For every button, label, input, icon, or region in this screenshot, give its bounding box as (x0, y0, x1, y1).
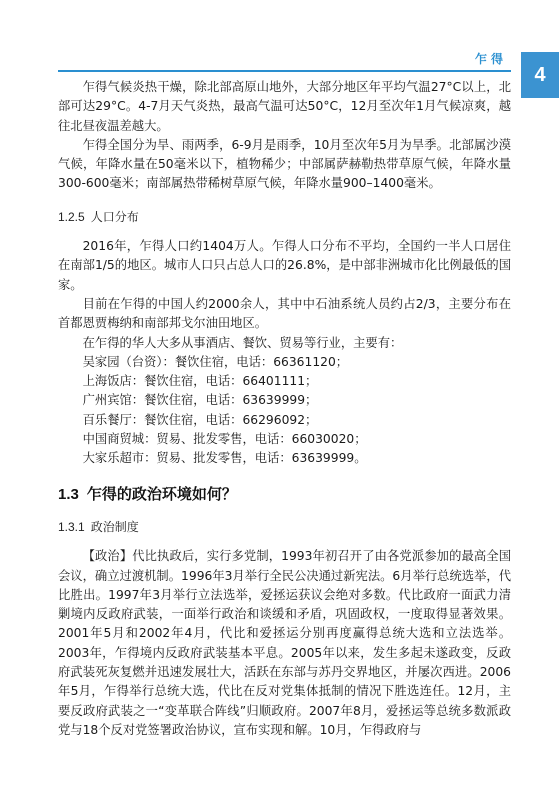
list-item: 广州宾馆：餐饮住宿，电话：63639999； (82, 393, 318, 408)
section-number: 1.2.5 (58, 209, 85, 224)
running-header-country: 乍得 (474, 52, 507, 66)
chapter-title: 乍得的政治环境如何？ (86, 484, 237, 503)
chapter-heading-politics (58, 485, 511, 504)
climate-paragraph-1: 乍得气候炎热干燥，除北部高原山地外，大部分地区年平均气温27°C以上，北部可达29°C。4-7月天气炎热，最高气温可达50°C，12月至次年1月气候凉爽，越往北昼夜温差越大。 (58, 80, 511, 133)
climate-paragraph-2: 乍得全国分为旱、雨两季，6-9月是雨季，10月至次年5月为旱季。北部属沙漠气候，年降水量在50毫米以下，植物稀少；中部属萨赫勒热带草原气候，年降水量300-600毫米；南部属热带稀树草原气候，年降水量900–1400毫米。 (58, 137, 511, 191)
section-heading-population (58, 208, 511, 227)
section-title: 人口分布 (90, 209, 139, 224)
politics-paragraph-1: 【政治】代比执政后，实行多党制，1993年初召开了由各党派参加的最高全国会议，确立过渡机制。1996年3月举行全民公决通过新宪法。6月举行总统选举，代比胜出。1997年3月举行立法选举，爱拯运获议会绝对多数。代比政府一面武力清剿境内反政府武装，一面举行政治和谈缓和矛盾，巩固政权，一度取得显著效果。2001年5月和2002年4月，代比和爱拯运分别再度赢得总统大选和立法选举。2003年，乍得境内反政府武装基本平息。2005年以来，发生多起未遂政变，反政府武装死灰复燃并迅速发展壮大，活跃在东部与苏丹交界地区，并屡次西进。2006年5月，乍得举行总统大选，代比在反对党集体抵制的情况下胜选连任。12月，主要反政府武装之一“变革联合阵线”归顺政府。2007年8月，爱拯运等总统多数派政党与18个反对党签署政治协议，宣布实现和解。10月，乍得政府与 (58, 549, 511, 737)
list-item: 吴家园（台资）：餐饮住宿，电话：66361120； (82, 354, 349, 369)
section-heading-political-system (58, 518, 511, 537)
page-body (58, 78, 511, 740)
page-number: 4 (521, 52, 559, 98)
section-number: 1.3.1 (58, 519, 85, 534)
list-item: 中国商贸城：贸易、批发零售，电话：66030020； (82, 432, 367, 447)
population-paragraph-1: 2016年，乍得人口约1404万人。乍得人口分布不平均，全国约一半人口居住在南部1/5的地区。城市人口只占总人口的26.8%，是中部非洲城市化比例最低的国家。 (58, 239, 511, 292)
section-title: 政治制度 (90, 519, 139, 534)
business-list (58, 353, 511, 469)
chapter-number: 1.3 (58, 485, 79, 503)
population-paragraph-2: 目前在乍得的中国人约2000余人，其中中石油系统人员约占2/3，主要分布在首都恩贾梅纳和南部邦戈尔油田地区。 (58, 296, 511, 331)
list-item: 上海饭店：餐饮住宿，电话：66401111； (82, 374, 318, 389)
list-item: 大家乐超市：贸易、批发零售，电话：63639999。 (82, 451, 367, 466)
list-item: 百乐餐厅：餐饮住宿，电话：66296092； (82, 412, 318, 427)
running-header (58, 50, 511, 72)
population-paragraph-3: 在乍得的华人大多从事酒店、餐饮、贸易等行业，主要有： (82, 335, 403, 350)
